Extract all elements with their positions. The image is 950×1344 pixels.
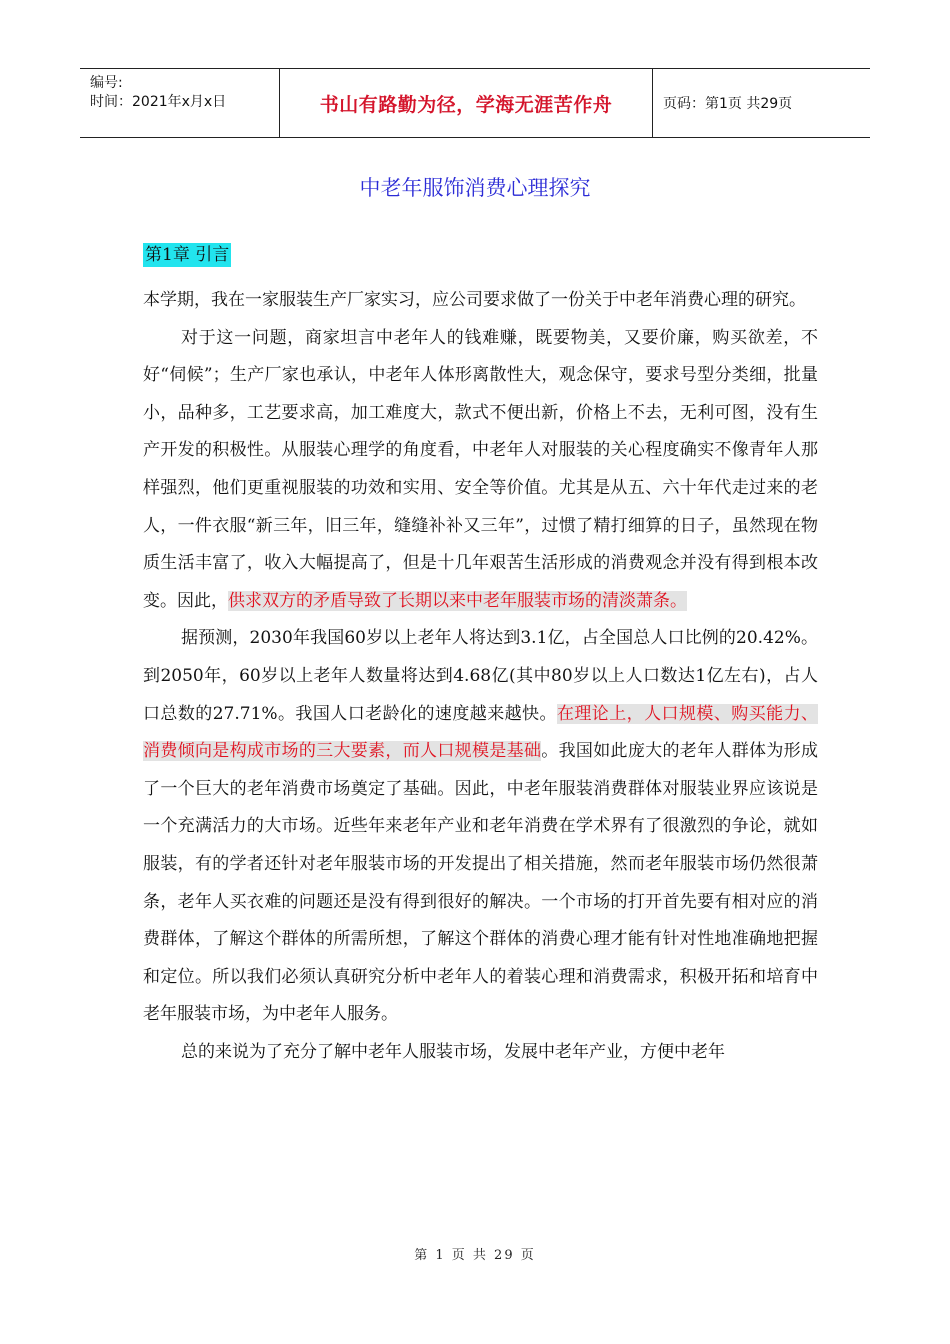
header-page-info: 页码：第1页 共29页: [663, 96, 793, 112]
paragraph-3: [143, 620, 818, 1034]
paragraph-1: 本学期，我在一家服装生产厂家实习，应公司要求做了一份关于中老年消费心理的研究。: [143, 290, 806, 310]
time-label: 时间：2021年x月x日: [90, 94, 227, 110]
highlight-text: 供求双方的矛盾导致了长期以来中老年服装市场的清淡萧条。: [228, 590, 687, 611]
page-footer: 第 1 页 共 29 页: [414, 1248, 536, 1263]
document-body: [143, 282, 818, 1071]
chapter-heading: 第1章 引言: [145, 245, 230, 265]
header-motto: 书山有路勤为径，学海无涯苦作舟: [280, 69, 653, 137]
header-meta: [80, 69, 280, 137]
document-title: 中老年服饰消费心理探究: [359, 176, 591, 200]
page-header: [80, 68, 870, 138]
paragraph-2: [143, 320, 818, 621]
highlight-text: 在理论上，人口规模、购买能力、消费倾向是构成市场的三大要素，而人口规模是基础: [143, 703, 819, 762]
paragraph-4: 总的来说为了充分了解中老年人服装市场，发展中老年产业，方便中老年: [181, 1041, 725, 1062]
paragraph-3-text-b: 。我国如此庞大的老年人群体为形成了一个巨大的老年消费市场奠定了基础。因此，中老年服装消费群体对服装业界应该说是一个充满活力的大市场。近些年来老年产业和老年消费在学术界有了很激烈的争论，就如服装，有的学者还针对老年服装市场的开发提出了相关措施，然而老年服装市场仍然很萧条，老年人买衣难的问题还是没有得到很好的解决。一个市场的打开首先要有相对应的消费群体，了解这个群体的所需所想，了解这个群体的消费心理才能有针对性地准确地把握和定位。所以我们必须认真研究分析中老年人的着装心理和消费需求，积极开拓和培育中老年服装市场，为中老年人服务。: [143, 741, 819, 1025]
paragraph-3-text-a: 据预测，2030年我国60岁以上老年人将达到3.1亿，占全国总人口比例的20.42%。到2050年，60岁以上老年人数量将达到4.68亿(其中80岁以上人口数达1亿左右)，占人口总数的27.71%。我国人口老龄化的速度越来越快。: [143, 628, 818, 724]
code-label: 编号:: [90, 75, 123, 91]
paragraph-2-text: 对于这一问题，商家坦言中老年人的钱难赚，既要物美，又要价廉，购买欲差，不好“伺候”；生产厂家也承认，中老年人体形离散性大，观念保守，要求号型分类细，批量小，品种多，工艺要求高，加工难度大，款式不便出新，价格上不去，无利可图，没有生产开发的积极性。从服装心理学的角度看，中老年人对服装的关心程度确实不像青年人那样强烈，他们更重视服装的功效和实用、安全等价值。尤其是从五、六十年代走过来的老人，一件衣服“新三年，旧三年，缝缝补补又三年”，过惯了精打细算的日子，虽然现在物质生活丰富了，收入大幅提高了，但是十几年艰苦生活形成的消费观念并没有得到根本改变。因此，: [143, 327, 818, 611]
